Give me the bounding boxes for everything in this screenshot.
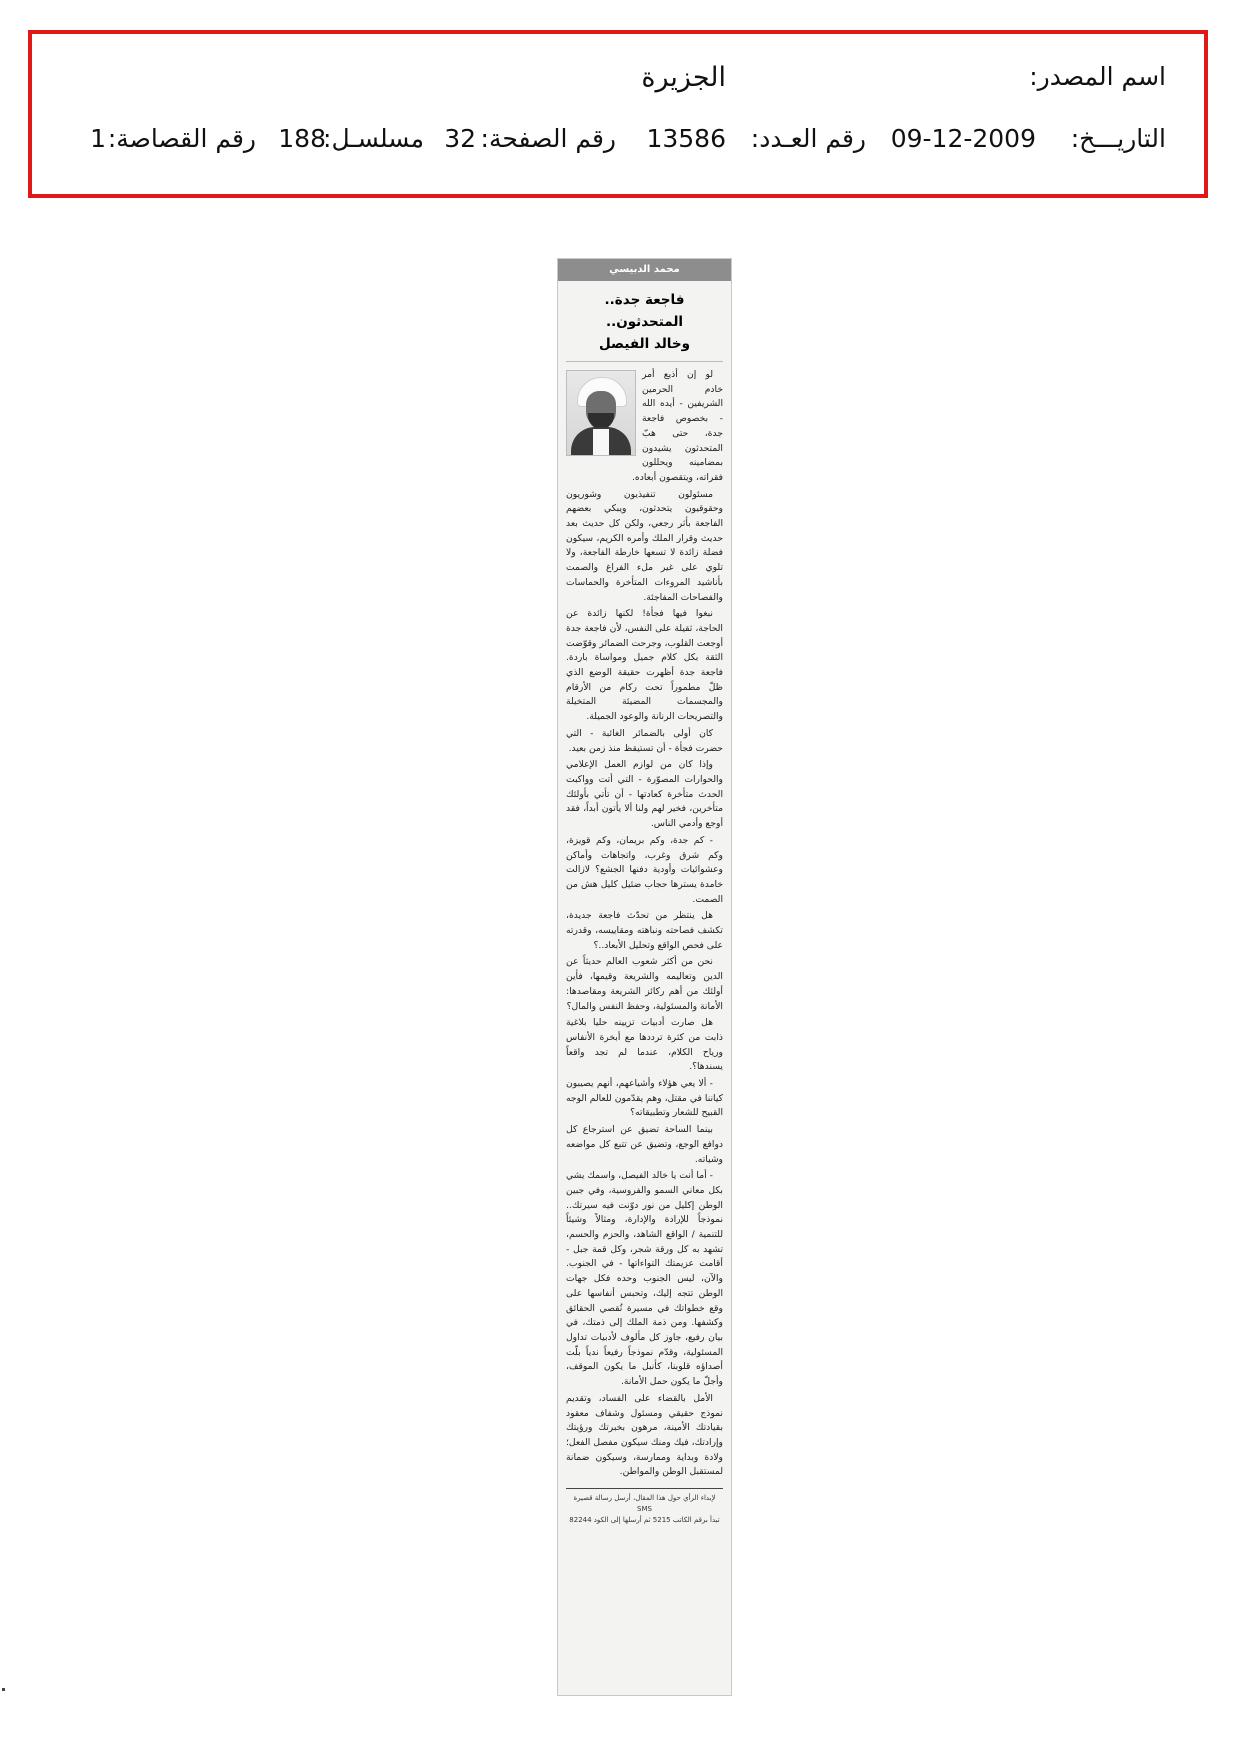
- sms-note-line-2: تبدأ برقم الكاتب 5215 ثم أرسلها إلى الكود 82244: [569, 1516, 720, 1525]
- clipping-metadata-box: [28, 30, 1208, 198]
- issue-value: 13586: [646, 124, 726, 153]
- sms-feedback-note: [566, 1493, 723, 1526]
- article-paragraph: الأمل بالقضاء على الفساد، وتقديم نموذج حقيقي ومسئول وشفاف معقود بقيادتك الأمينة، مرهون بخبرتك ورؤيتك وإرادتك، فيك ومنك سيكون مفصل الفعل؛ ولادة وبداية وممارسة، وسيكون ضمانة لمستقبل الوطن والمواطن.: [566, 1392, 723, 1478]
- article-paragraph: بينما الساحة تضيق عن استرجاع كل دوافع الوجع، وتضيق عن تتبع كل مواضعه وشياته.: [566, 1124, 723, 1165]
- clip-number-value: 1: [90, 124, 106, 153]
- article-paragraph: - ألا يعي هؤلاء وأشياعهم، أنهم يصيبون كياننا في مقتل، وهم يقدّمون للعالم الوجه القبيح للشعار وتطبيقاته؟: [566, 1078, 723, 1119]
- source-name: الجزيرة: [641, 62, 726, 93]
- article-paragraph: لو إن أذيع أمر خادم الحرمين الشريفين - أيده الله - بخصوص فاجعة جدة، حتى هبّ المتحدثون يشيدون بمضامينه ويحللون فقراته، ويتقصون أبعاده.: [632, 369, 723, 483]
- article-body: [566, 368, 723, 1480]
- serial-label: مسلسـل:: [323, 124, 424, 153]
- author-name: محمد الدبيسي: [558, 259, 731, 281]
- article-paragraph: كان أولى بالضمائر الغائبة - التي حضرت فجأة - أن تستيقظ منذ زمن بعيد.: [566, 727, 723, 754]
- article-paragraph: مسئولون تنفيذيون وشوريون وحقوقيون يتحدثون، ويبكي بعضهم الفاجعة بأثر رجعي، ولكن كل حديث بعد حديث وقرار الملك وأمره الكريم، سيكون فضلة زائدة لا تسعها خارطة الفاجعة، ولا تلوي على غير ملء الفراغ والصمت بأناشيد المروءات المتأخرة والحماسات والفصاحات المفاجئة.: [566, 488, 723, 603]
- article-paragraph: هل صارت أدبيات تزيينه حليا بلاغية ذابت من كثرة ترددها مع أبخرة الأنفاس ورياح الكلام، عندما لم تجد واقعاً يسندها؟.: [566, 1017, 723, 1073]
- clip-number-label: رقم القصاصة:: [107, 124, 256, 153]
- serial-value: 188: [278, 124, 326, 153]
- page-value: 32: [444, 124, 476, 153]
- issue-label: رقم العـدد:: [750, 124, 866, 153]
- source-label: اسم المصدر:: [1029, 62, 1166, 91]
- scan-speck: [2, 1688, 5, 1691]
- headline-divider: [566, 361, 723, 362]
- sms-note-line-1: لإبداء الرأي حول هذا المقال، أرسل رسالة قصيرة SMS: [573, 1494, 716, 1514]
- article-paragraph: نحن من أكثر شعوب العالم حديثاً عن الدين وتعاليمه والشريعة وقيمها، فأين أولئك من أهم ركائز الشريعة ومقاصدها: الأمانة والمسئولية، وحفظ النفس والمال؟: [566, 956, 723, 1012]
- headline-line-1: فاجعة جدة.. المتحدثون..: [604, 292, 685, 330]
- newspaper-clipping: [557, 258, 732, 1696]
- headline-line-2: وخالد الفيصل: [598, 336, 691, 352]
- date-label: التاريـــخ:: [1070, 124, 1166, 153]
- article-paragraph: وإذا كان من لوازم العمل الإعلامي والحوارات المصوّرة - التي أتت وواكبت الحدث متأخرة كعادتها - أن تأتي بأولئك متأخرين، فخير لهم ولنا ألا يأتون أبداً، فقد أوجع وأدمي الناس.: [566, 759, 723, 830]
- article-paragraph: - أما أنت يا خالد الفيصل، واسمك يشي بكل معاني السمو والفروسية، وفي جبين الوطن إكليل من نور دوّنت فيه سيرتك.. نموذجاً للإرادة والإدارة، ومثالاً وشيئاً للتنمية / الواقع الشاهد، والحزم والحسم، تشهد به كل ورقة شجر، وكل قمة جبل - أقامت عزيمتك التواءاتها - في الجنوب. والآن، ليس الجنوب وحده فكل جهات الوطن تتجه إليك، وتحبس أنفاسها على وقع خطواتك في مسيرة تُقصي الحقائق وكشفها. ومن ذمة الملك إلى ذمتك، في بيان رفيع، جاوز كل مألوف لأدبيات تداول المسئولية، وقدّم نموذجاً رفيعاً ندياً بلّت أصداؤه قلوبنا، كأنبل ما يكون الموقف، وأجلّ ما يكون حمل الأمانة.: [566, 1170, 723, 1388]
- footer-divider: [566, 1488, 723, 1489]
- article-headline: [566, 289, 723, 355]
- author-photo: [566, 370, 636, 456]
- article-paragraph: - كم جدة، وكم بريمان، وكم قويزة، وكم شرق وغرب، واتجاهات وأماكن وعشوائيات وأودية دفنها الجشع؟ لازالت خامدة يسترها حجاب ضئيل كليل هش من الصمت.: [566, 834, 723, 905]
- page-label: رقم الصفحة:: [480, 124, 616, 153]
- date-value: 09-12-2009: [890, 124, 1036, 153]
- article-paragraph: هل ينتظر من تحدّث فاجعة جديدة، تكشف فصاحته ونباهته ومقاييسه، وقدرته على فحص الواقع وتحليل الأبعاد..؟: [566, 910, 723, 951]
- article-paragraph: نبغوا فيها فجأة! لكنها زائدة عن الحاجة، ثقيلة على النفس، لأن فاجعة جدة أوجعت القلوب، وجرحت الضمائر وقوّضت الثقة بكل كلام جميل ومواساة باردة. فاجعة جدة أظهرت حقيقة الوضع الذي ظلّ مطموراً تحت ركام من الأرقام والمجسمات المضيئة المتخيلة والتصريحات الرنانة والوعود الجميلة.: [566, 608, 723, 723]
